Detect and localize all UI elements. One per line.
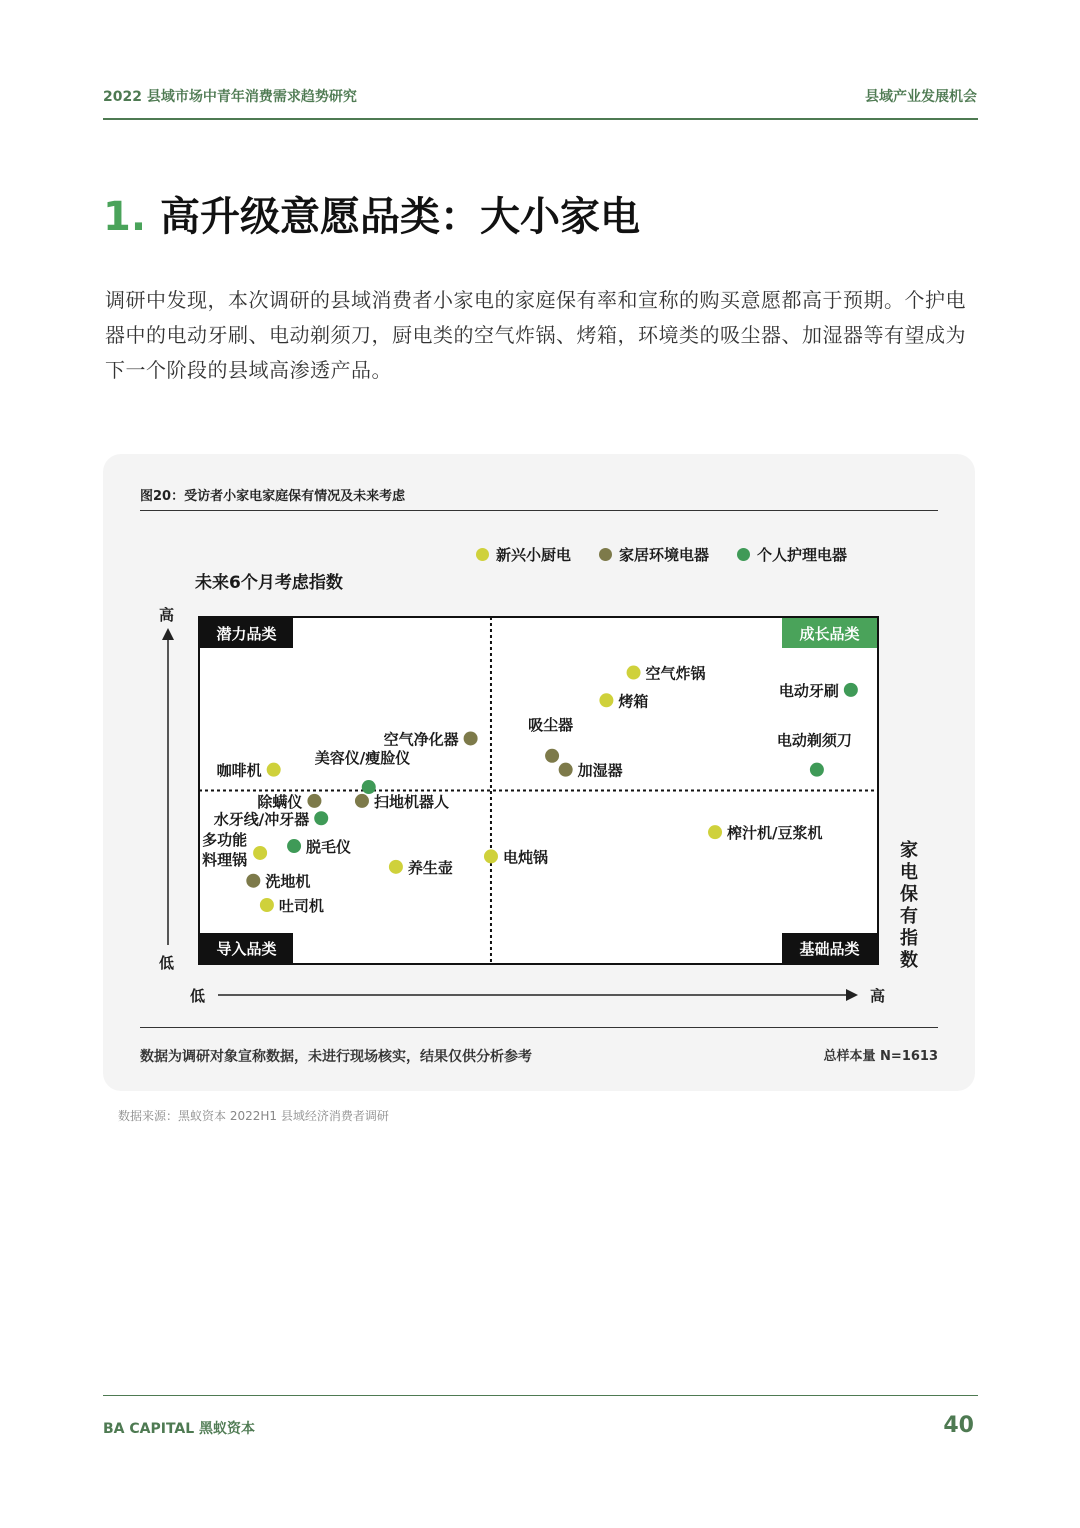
- data-label: 脱毛仪: [306, 838, 352, 857]
- data-label: 电动剃须刀: [776, 731, 852, 750]
- footer-brand: BA CAPITAL 黑蚁资本: [103, 1421, 256, 1437]
- page-number: 40: [943, 1413, 974, 1438]
- data-label: 水牙线/冲牙器: [213, 810, 310, 829]
- figure-note: 数据为调研对象宣称数据，未进行现场核实，结果仅供分析参考: [140, 1049, 532, 1065]
- figure-title: 图20：受访者小家电家庭保有情况及未来考虑: [140, 489, 406, 504]
- legend-label: 新兴小厨电: [496, 546, 572, 564]
- x-axis-title-char: 电: [900, 862, 918, 883]
- data-label: 养生壶: [407, 858, 453, 877]
- data-label: 咖啡机: [216, 761, 262, 780]
- data-label: 除螨仪: [257, 792, 303, 811]
- quadrant-growth: 成长品类: [799, 625, 860, 643]
- x-axis-title-char: 有: [900, 906, 918, 927]
- x-axis-title-char: 数: [900, 950, 918, 971]
- x-axis-title-char: 保: [900, 884, 918, 905]
- data-point: [810, 763, 824, 777]
- quadrant-potential: 潜力品类: [216, 625, 277, 643]
- data-point: [389, 860, 403, 874]
- figure-bottom-rule: [140, 1027, 938, 1028]
- intro-paragraph: 调研中发现，本次调研的县域消费者小家电的家庭保有率和宣称的购买意愿都高于预期。个护电器中的电动牙刷、电动剃须刀，厨电类的空气炸锅、烤箱，环境类的吸尘器、加湿器等有望成为下一个阶段的县域高渗透产品。: [105, 288, 966, 382]
- quadrant-basic: 基础品类: [799, 940, 860, 958]
- data-label: 榨汁机/豆浆机: [727, 824, 823, 843]
- data-label: 多功能料理锅: [202, 830, 248, 869]
- quadrant-intro: 导入品类: [216, 940, 277, 958]
- data-point: [287, 839, 301, 853]
- legend-label: 家居环境电器: [619, 546, 710, 564]
- x-axis-title-char: 指: [900, 928, 918, 949]
- data-point: [627, 666, 641, 680]
- y-axis-title: 未来6个月考虑指数: [195, 573, 343, 593]
- data-label: 空气净化器: [383, 730, 459, 749]
- data-point: [307, 794, 321, 808]
- data-point: [464, 731, 478, 745]
- data-point: [253, 846, 267, 860]
- data-point: [599, 693, 613, 707]
- data-label: 吸尘器: [528, 715, 574, 734]
- x-axis-title-char: 家: [900, 840, 918, 861]
- data-point: [559, 763, 573, 777]
- data-label: 空气炸锅: [645, 664, 706, 683]
- legend-label: 个人护理电器: [757, 546, 848, 564]
- data-point: [267, 763, 281, 777]
- data-label: 烤箱: [618, 692, 649, 711]
- data-point: [708, 825, 722, 839]
- section-number: 1.: [103, 194, 147, 240]
- data-label: 洗地机: [265, 872, 311, 891]
- x-axis-high-label: 高: [870, 987, 886, 1005]
- data-point: [355, 794, 369, 808]
- data-point: [545, 749, 559, 763]
- sample-size: 总样本量 N=1613: [823, 1049, 938, 1064]
- y-axis-high-label: 高: [159, 606, 175, 624]
- y-axis-low-label: 低: [159, 954, 175, 972]
- data-label: 电炖锅: [502, 848, 548, 867]
- report-title: 2022 县域市场中青年消费需求趋势研究: [103, 89, 357, 105]
- x-axis-arrow-icon: [846, 989, 858, 1001]
- data-point: [484, 849, 498, 863]
- footer-divider: [103, 1395, 978, 1396]
- data-point: [314, 811, 328, 825]
- data-label: 加湿器: [577, 761, 623, 780]
- data-point: [246, 874, 260, 888]
- y-axis-arrow-icon: [162, 628, 174, 640]
- section-title: 高升级意愿品类：大小家电: [160, 194, 641, 240]
- data-label: 扫地机器人: [373, 792, 449, 811]
- data-label: 电动牙刷: [778, 681, 839, 700]
- data-point: [844, 683, 858, 697]
- data-source: 数据来源：黑蚁资本 2022H1 县域经济消费者调研: [118, 1109, 389, 1123]
- data-label: 吐司机: [278, 897, 324, 916]
- data-label: 美容仪/瘦脸仪: [314, 749, 411, 768]
- section-name: 县域产业发展机会: [865, 89, 977, 105]
- x-axis-low-label: 低: [190, 987, 206, 1005]
- data-point: [260, 898, 274, 912]
